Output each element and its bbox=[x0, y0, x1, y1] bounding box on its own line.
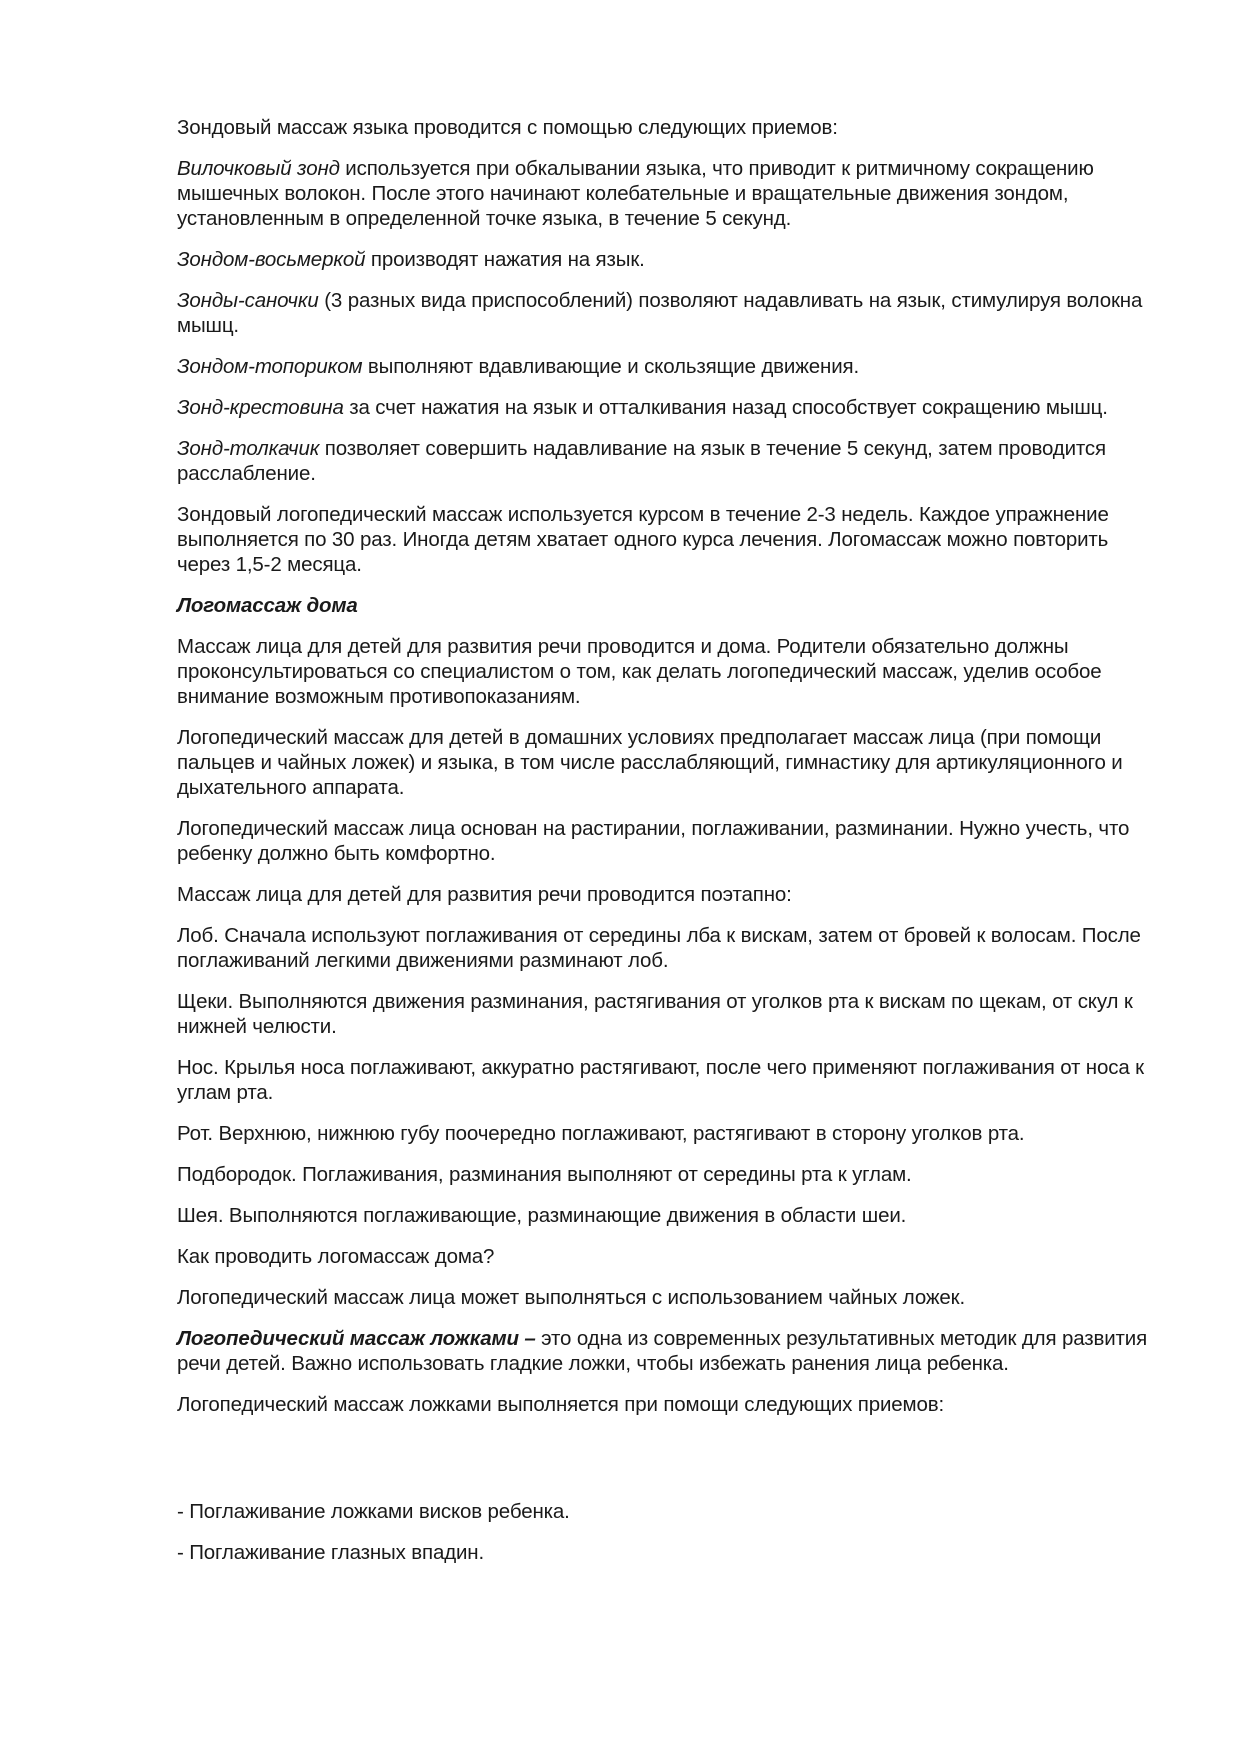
paragraph: Лоб. Сначала используют поглаживания от середины лба к вискам, затем от бровей к волосам. После поглаживаний легкими движениями разминают лоб. bbox=[177, 924, 1141, 972]
term-pusher-probe: Зонд-толкачик bbox=[177, 437, 320, 460]
paragraph: Логопедический массаж для детей в домашних условиях предполагает массаж лица (при помощи пальцев и чайных ложек) и языка, в том числе расслабляющий, гимнастику для артикуляционного и дыхательного аппарата. bbox=[177, 726, 1123, 799]
paragraph-text: позволяет совершить надавливание на язык в течение 5 секунд, затем проводится расслабление. bbox=[177, 437, 1106, 485]
term-sled-probes: Зонды-саночки bbox=[177, 289, 319, 312]
paragraph bbox=[177, 288, 1162, 338]
paragraph bbox=[177, 247, 1162, 272]
paragraph-text: (3 разных вида приспособлений) позволяют надавливать на язык, стимулируя волокна мышц. bbox=[177, 289, 1143, 337]
paragraph-text: выполняют вдавливающие и скользящие движения. bbox=[362, 355, 860, 378]
paragraph-text: используется при обкалывании языка, что приводит к ритмичному сокращению мышечных волокон. После этого начинают колебательные и вращательные движения зондом, установленным в определенной точке языка, в течение 5 секунд. bbox=[177, 157, 1094, 230]
paragraph: Щеки. Выполняются движения разминания, растягивания от уголков рта к вискам по щекам, от скул к нижней челюсти. bbox=[177, 990, 1133, 1038]
paragraph bbox=[177, 1326, 1162, 1376]
paragraph-text: за счет нажатия на язык и отталкивания назад способствует сокращению мышц. bbox=[343, 396, 1108, 419]
paragraph-text: производят нажатия на язык. bbox=[365, 248, 645, 271]
paragraph: Как проводить логомассаж дома? bbox=[177, 1245, 495, 1268]
list-item: - Поглаживание глазных впадин. bbox=[177, 1541, 485, 1564]
paragraph bbox=[177, 156, 1162, 231]
paragraph bbox=[177, 354, 1162, 379]
term-figure-eight-probe: Зондом-восьмеркой bbox=[177, 248, 366, 271]
document-body bbox=[177, 115, 1162, 1581]
paragraph: Шея. Выполняются поглаживающие, разминающие движения в области шеи. bbox=[177, 1204, 907, 1227]
term-axe-probe: Зондом-топориком bbox=[177, 355, 363, 378]
paragraph: Зондовый логопедический массаж используется курсом в течение 2-3 недель. Каждое упражнение выполняется по 30 раз. Иногда детям хватает одного курса лечения. Логомассаж можно повторить через 1,5-2 месяца. bbox=[177, 503, 1109, 576]
paragraph-text: это одна из современных результативных методик для развития речи детей. Важно использовать гладкие ложки, чтобы избежать ранения лица ребенка. bbox=[177, 1327, 1148, 1375]
paragraph: Подбородок. Поглаживания, разминания выполняют от середины рта к углам. bbox=[177, 1163, 912, 1186]
section-heading: Логомассаж дома bbox=[177, 594, 358, 617]
paragraph: Логопедический массаж лица может выполняться с использованием чайных ложек. bbox=[177, 1286, 966, 1309]
paragraph: Рот. Верхнюю, нижнюю губу поочередно поглаживают, растягивают в сторону уголков рта. bbox=[177, 1122, 1025, 1145]
paragraph: Зондовый массаж языка проводится с помощью следующих приемов: bbox=[177, 116, 838, 139]
paragraph bbox=[177, 436, 1162, 486]
term-forked-probe: Вилочковый зонд bbox=[177, 157, 340, 180]
blank-gap bbox=[177, 1433, 1162, 1499]
list-item: - Поглаживание ложками висков ребенка. bbox=[177, 1500, 570, 1523]
paragraph: Массаж лица для детей для развития речи проводится и дома. Родители обязательно должны проконсультироваться со специалистом о том, как делать логопедический массаж, уделив особое внимание возможным противопоказаниям. bbox=[177, 635, 1102, 708]
paragraph bbox=[177, 395, 1162, 420]
paragraph: Логопедический массаж лица основан на растирании, поглаживании, разминании. Нужно учесть, что ребенку должно быть комфортно. bbox=[177, 817, 1130, 865]
term-cross-probe: Зонд-крестовина bbox=[177, 396, 344, 419]
paragraph: Массаж лица для детей для развития речи проводится поэтапно: bbox=[177, 883, 792, 906]
paragraph: Логопедический массаж ложками выполняется при помощи следующих приемов: bbox=[177, 1393, 945, 1416]
paragraph: Нос. Крылья носа поглаживают, аккуратно растягивают, после чего применяют поглаживания от носа к углам рта. bbox=[177, 1056, 1144, 1104]
term-spoon-massage: Логопедический массаж ложками – bbox=[177, 1327, 536, 1350]
